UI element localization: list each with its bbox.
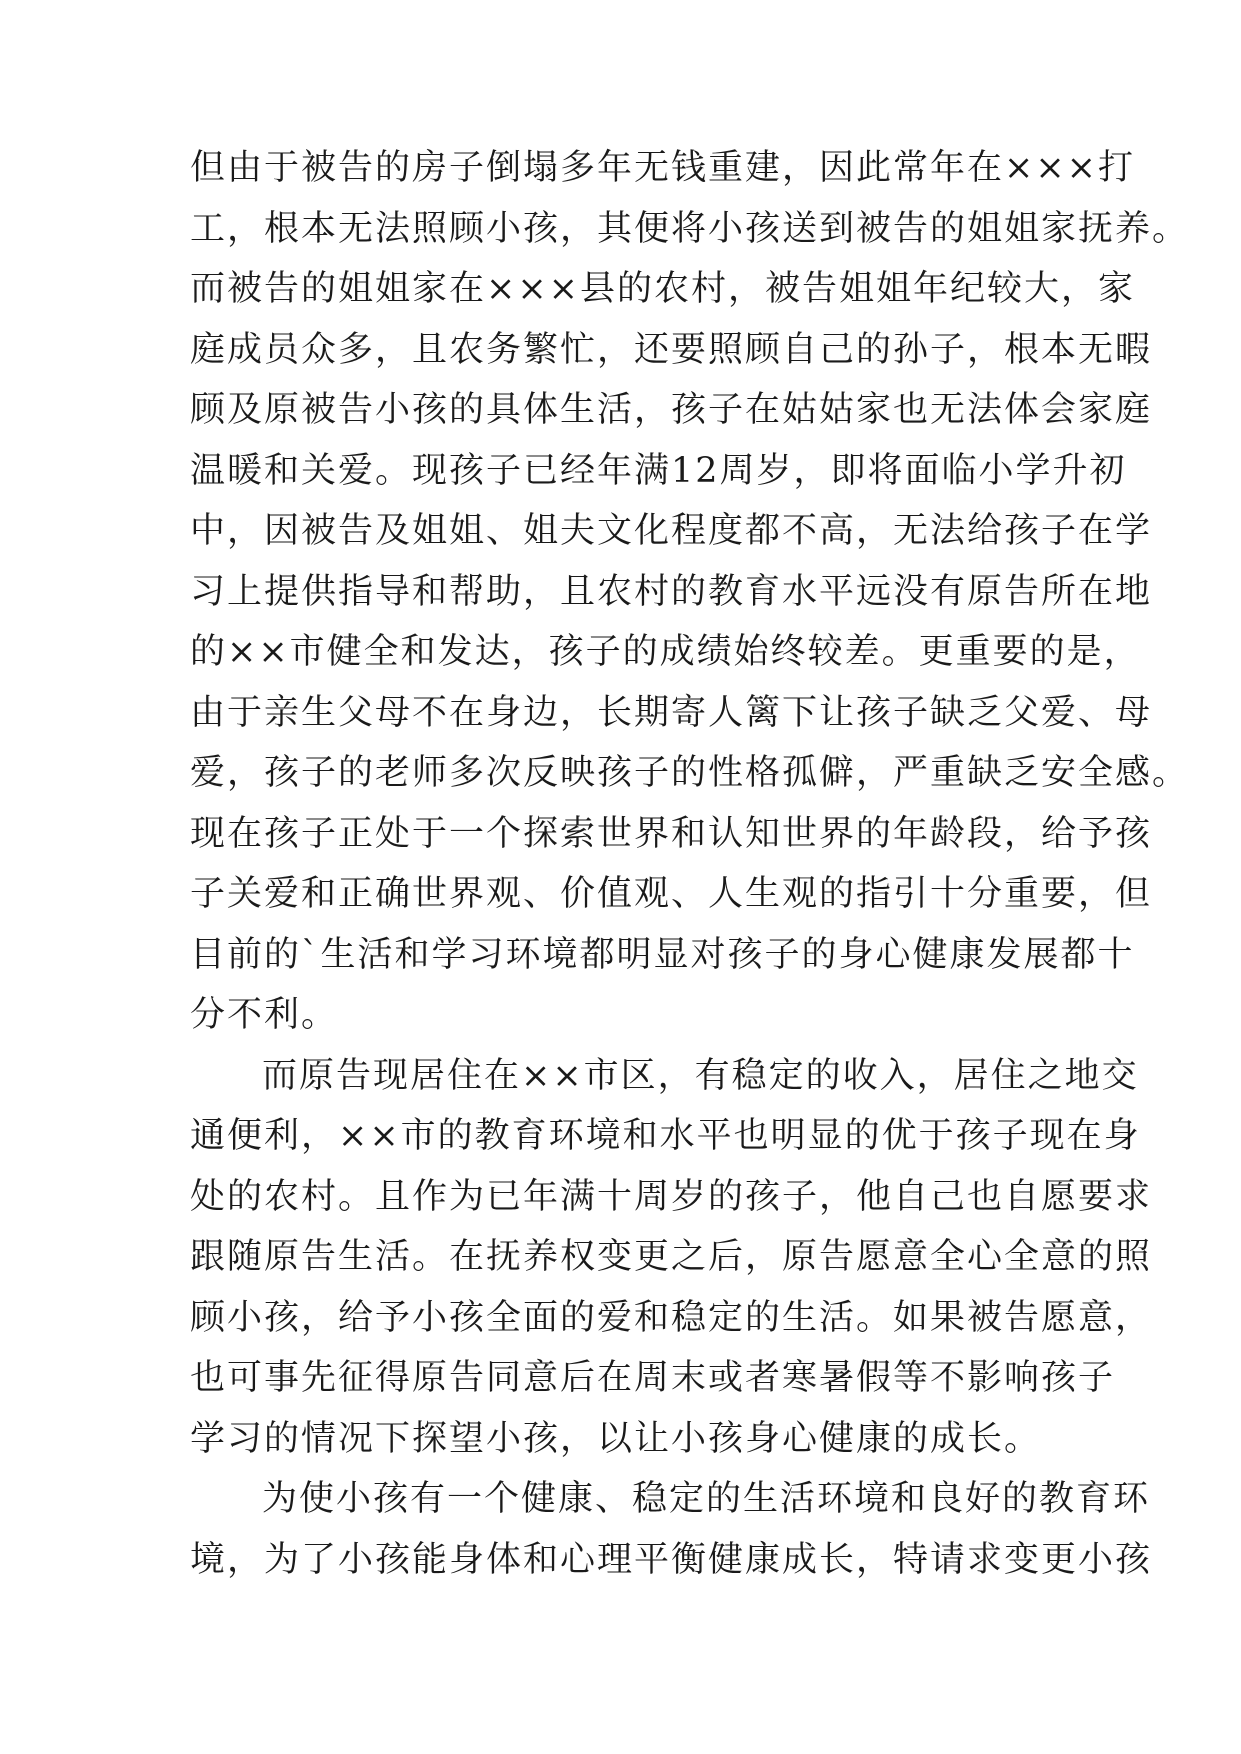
text-line: 顾小孩，给予小孩全面的爱和稳定的生活。如果被告愿意， xyxy=(190,1297,1153,1338)
text-line: 的××市健全和发达，孩子的成绩始终较差。更重要的是， xyxy=(190,632,1141,672)
text-line: 工，根本无法照顾小孩，其便将小孩送到被告的姐姐家抚养。 xyxy=(190,208,1190,249)
text-line: 学习的情况下探望小孩，以让小孩身心健康的成长。 xyxy=(190,1418,1042,1459)
paragraph-1 xyxy=(190,138,1190,1046)
text-line: 子关爱和正确世界观、价值观、人生观的指引十分重要，但 xyxy=(190,874,1153,914)
text-line: 境，为了小孩能身体和心理平衡健康成长，特请求变更小孩 xyxy=(190,1539,1153,1580)
text-line: 分不利。 xyxy=(190,995,339,1035)
text-line: 而原告现居住在××市区，有稳定的收入，居住之地交 xyxy=(262,1055,1139,1096)
text-line: 为使小孩有一个健康、稳定的生活环境和良好的教育环 xyxy=(262,1479,1151,1519)
text-line: 也可事先征得原告同意后在周末或者寒暑假等不影响孩子 xyxy=(190,1358,1116,1398)
text-line: 处的农村。且作为已年满十周岁的孩子，他自己也自愿要求 xyxy=(190,1176,1153,1217)
text-line: 爱，孩子的老师多次反映孩子的性格孤僻，严重缺乏安全感。 xyxy=(190,753,1190,793)
paragraph-2 xyxy=(190,1046,1153,1470)
text-line: 目前的`生活和学习环境都明显对孩子的身心健康发展都十 xyxy=(190,934,1135,975)
text-line: 习上提供指导和帮助，且农村的教育水平远没有原告所在地 xyxy=(190,571,1153,612)
document-body xyxy=(190,138,1190,1590)
text-line: 通便利，××市的教育环境和水平也明显的优于孩子现在身 xyxy=(190,1116,1141,1156)
text-line: 跟随原告生活。在抚养权变更之后，原告愿意全心全意的照 xyxy=(190,1237,1153,1277)
text-line: 温暖和关爱。现孩子已经年满12周岁，即将面临小学升初 xyxy=(190,450,1127,491)
text-line: 现在孩子正处于一个探索世界和认知世界的年龄段，给予孩 xyxy=(190,813,1153,854)
text-line: 但由于被告的房子倒塌多年无钱重建，因此常年在×××打 xyxy=(190,148,1135,188)
text-line: 顾及原被告小孩的具体生活，孩子在姑姑家也无法体会家庭 xyxy=(190,390,1153,430)
text-line: 中，因被告及姐姐、姐夫文化程度都不高，无法给孩子在学 xyxy=(190,511,1153,551)
text-line: 由于亲生父母不在身边，长期寄人篱下让孩子缺乏父爱、母 xyxy=(190,692,1153,733)
text-line: 庭成员众多，且农务繁忙，还要照顾自己的孙子，根本无暇 xyxy=(190,329,1153,370)
paragraph-3 xyxy=(190,1469,1153,1590)
text-line: 而被告的姐姐家在×××县的农村，被告姐姐年纪较大，家 xyxy=(190,269,1135,309)
